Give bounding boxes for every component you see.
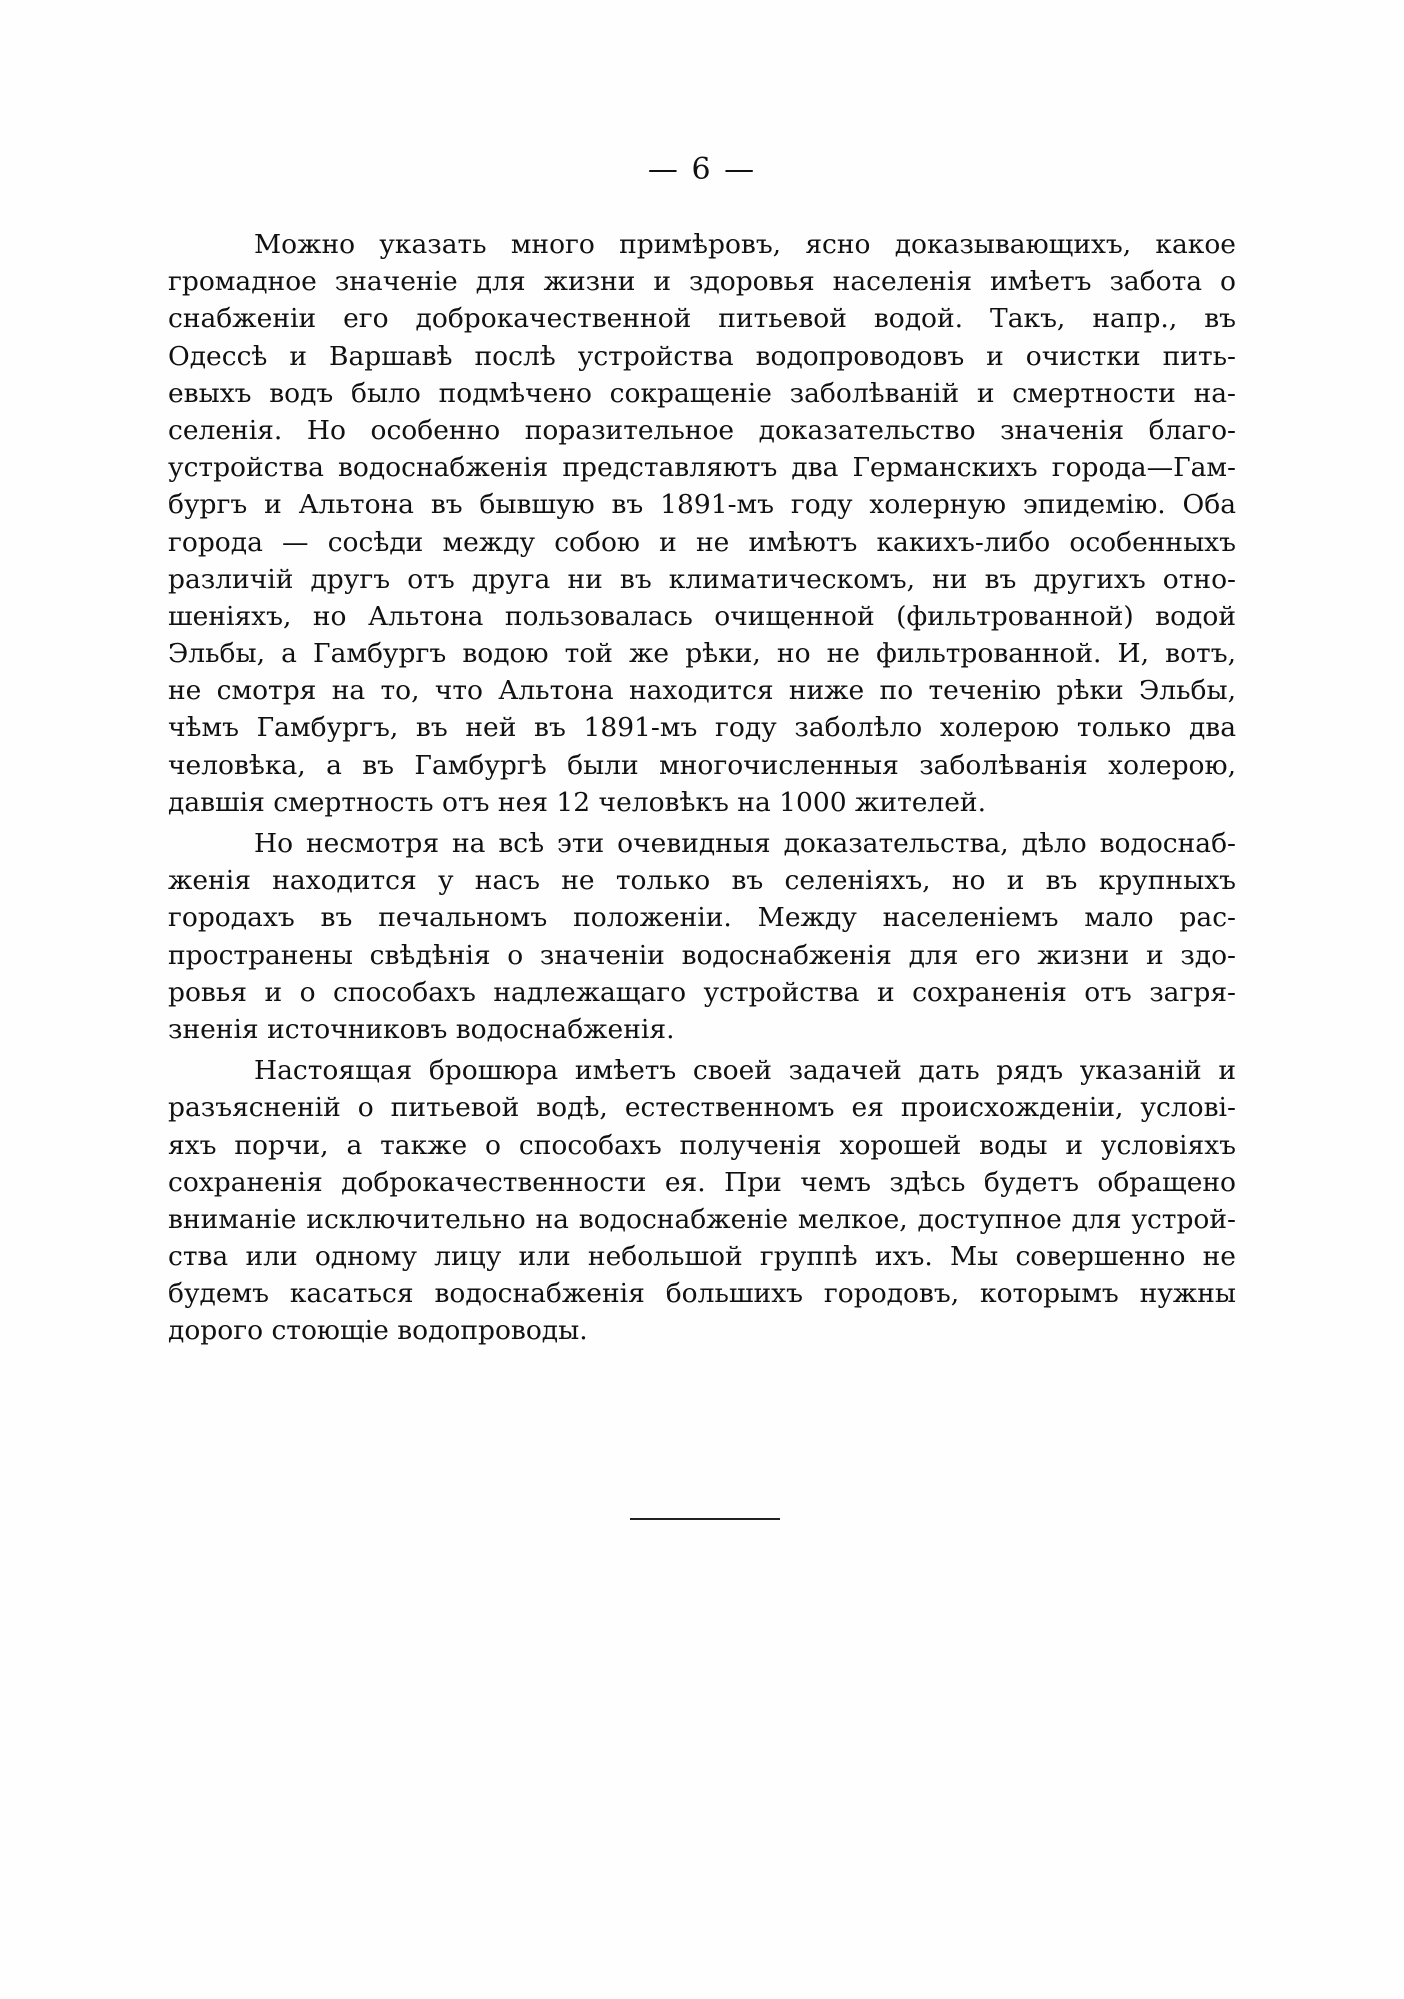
text-line: зненія источниковъ водоснабженія.	[168, 1013, 675, 1045]
text-line: различій другъ отъ друга ни въ климатическомъ, ни въ другихъ отно-	[168, 563, 1236, 595]
text-line: бургъ и Альтона въ бывшую въ 1891-мъ году холерную эпидемію. Оба	[168, 489, 1236, 521]
text-line: чѣмъ Гамбургъ, въ ней въ 1891-мъ году заболѣло холерою только два	[168, 712, 1236, 744]
text-line: Но несмотря на всѣ эти очевидныя доказательства, дѣло водоснаб-	[254, 828, 1236, 859]
paragraph-3	[168, 1052, 1236, 1350]
text-line: дорого стоющіе водопроводы.	[168, 1315, 588, 1347]
text-line: снабженіи его доброкачественной питьевой водой. Такъ, напр., въ	[168, 303, 1236, 335]
text-line: пространены свѣдѣнія о значеніи водоснабженія для его жизни и здо-	[168, 939, 1236, 971]
paragraph-2	[168, 825, 1236, 1048]
text-line: вниманіе исключительно на водоснабженіе мелкое, доступное для устрой-	[168, 1203, 1236, 1235]
text-line: яхъ порчи, а также о способахъ полученія хорошей воды и условіяхъ	[168, 1129, 1236, 1161]
closing-rule	[630, 1518, 780, 1520]
text-line: шеніяхъ, но Альтона пользовалась очищенной (фильтрованной) водой	[168, 600, 1236, 632]
text-line: городахъ въ печальномъ положеніи. Между населеніемъ мало рас-	[168, 902, 1236, 934]
text-line: давшія смертность отъ нея 12 человѣкъ на 1000 жителей.	[168, 786, 987, 818]
text-line: Настоящая брошюра имѣетъ своей задачей дать рядъ указаній и	[254, 1055, 1236, 1087]
text-line: Одессѣ и Варшавѣ послѣ устройства водопроводовъ и очистки пить-	[168, 340, 1236, 372]
text-line: будемъ касаться водоснабженія большихъ городовъ, которымъ нужны	[168, 1278, 1236, 1310]
text-line: Эльбы, а Гамбургъ водою той же рѣки, но не фильтрованной. И, вотъ,	[168, 638, 1236, 670]
text-line: устройства водоснабженія представляютъ два Германскихъ города—Гам-	[168, 452, 1236, 484]
body-text	[168, 226, 1236, 1354]
page-number: — 6 —	[647, 152, 757, 187]
text-line: города — сосѣди между собою и не имѣютъ какихъ-либо особенныхъ	[168, 526, 1236, 558]
text-line: сохраненія доброкачественности ея. При чемъ здѣсь будетъ обращено	[168, 1166, 1236, 1198]
text-line: не смотря на то, что Альтона находится ниже по теченію рѣки Эльбы,	[168, 675, 1236, 707]
text-line: громадное значеніе для жизни и здоровья населенія имѣетъ забота о	[168, 266, 1236, 298]
text-line: ства или одному лицу или небольшой группѣ ихъ. Мы совершенно не	[168, 1241, 1236, 1273]
text-line: женія находится у насъ не только въ селеніяхъ, но и въ крупныхъ	[168, 865, 1236, 897]
text-line: селенія. Но особенно поразительное доказательство значенія благо-	[168, 414, 1236, 446]
text-line: человѣка, а въ Гамбургѣ были многочисленныя заболѣванія холерою,	[168, 749, 1236, 781]
text-line: Можно указать много примѣровъ, ясно доказывающихъ, какое	[254, 229, 1236, 260]
text-line: евыхъ водъ было подмѣчено сокращеніе заболѣваній и смертности на-	[168, 377, 1236, 409]
text-line: разъясненій о питьевой водѣ, естественномъ ея происхожденіи, услові-	[168, 1092, 1236, 1124]
paragraph-1	[168, 226, 1236, 821]
text-line: ровья и о способахъ надлежащаго устройства и сохраненія отъ загря-	[168, 976, 1236, 1008]
